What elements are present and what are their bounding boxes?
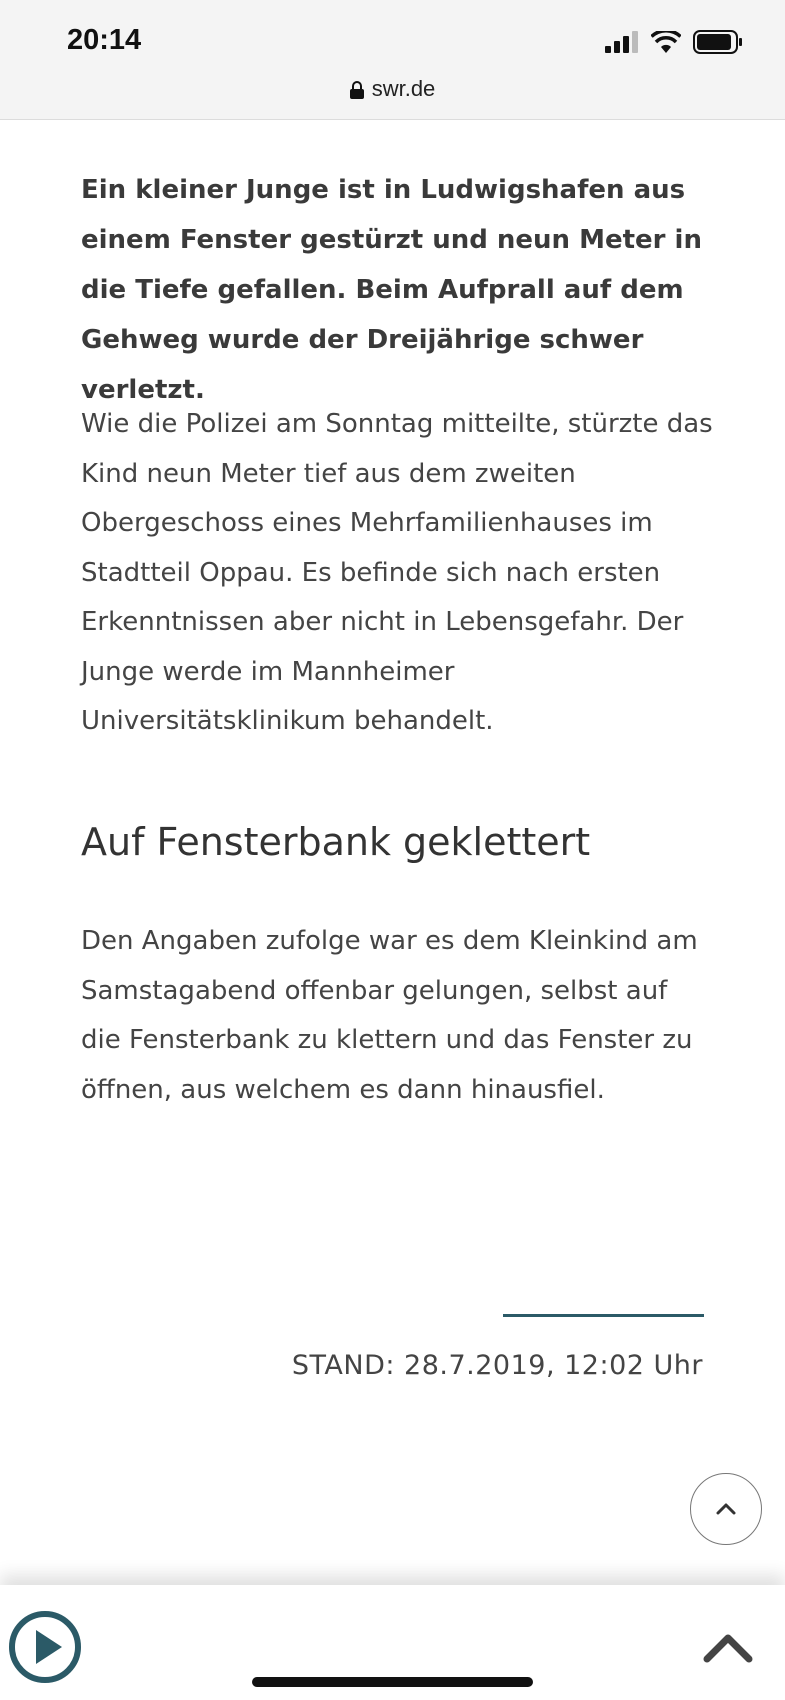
scroll-up-button[interactable] xyxy=(703,1633,753,1667)
battery-icon xyxy=(693,30,743,54)
play-icon xyxy=(8,1610,82,1684)
wifi-icon xyxy=(651,31,681,53)
back-to-top-button[interactable] xyxy=(690,1473,762,1545)
article-paragraph: Den Angaben zufolge war es dem Kleinkind am Samstagabend offenbar gelungen, selbst auf die Fensterbank zu klettern und das Fenster zu öffnen, aus welchem es dann hinausfiel. xyxy=(81,926,698,1105)
chevron-up-icon xyxy=(715,1502,737,1516)
audio-play-button[interactable] xyxy=(8,1610,82,1684)
article-body xyxy=(81,165,721,1105)
divider xyxy=(503,1314,704,1317)
system-icons xyxy=(605,28,743,56)
address-bar[interactable] xyxy=(0,76,785,102)
url-text: swr.de xyxy=(371,76,436,101)
article-subheading: Auf Fensterbank geklettert xyxy=(81,820,591,864)
article-timestamp: STAND: 28.7.2019, 12:02 Uhr xyxy=(291,1350,703,1381)
home-indicator xyxy=(252,1677,533,1687)
chevron-up-icon xyxy=(703,1633,753,1663)
article-lead: Ein kleiner Junge ist in Ludwigshafen aus einem Fenster gestürzt und neun Meter in die Tiefe gefallen. Beim Aufprall auf dem Gehweg wurde der Dreijährige schwer verletzt. xyxy=(81,175,702,405)
cellular-signal-icon xyxy=(605,31,639,53)
status-bar xyxy=(0,0,785,120)
bottom-toolbar xyxy=(0,1585,785,1700)
lock-icon xyxy=(350,81,364,99)
clock: 20:14 xyxy=(67,24,142,56)
article-paragraph: Wie die Polizei am Sonntag mitteilte, stürzte das Kind neun Meter tief aus dem zweiten Obergeschoss eines Mehrfamilienhauses im Stadtteil Oppau. Es befinde sich nach ersten Erkenntnissen aber nicht in Lebensgefahr. Der Junge werde im Mannheimer Universitätsklinikum behandelt. xyxy=(81,409,713,736)
